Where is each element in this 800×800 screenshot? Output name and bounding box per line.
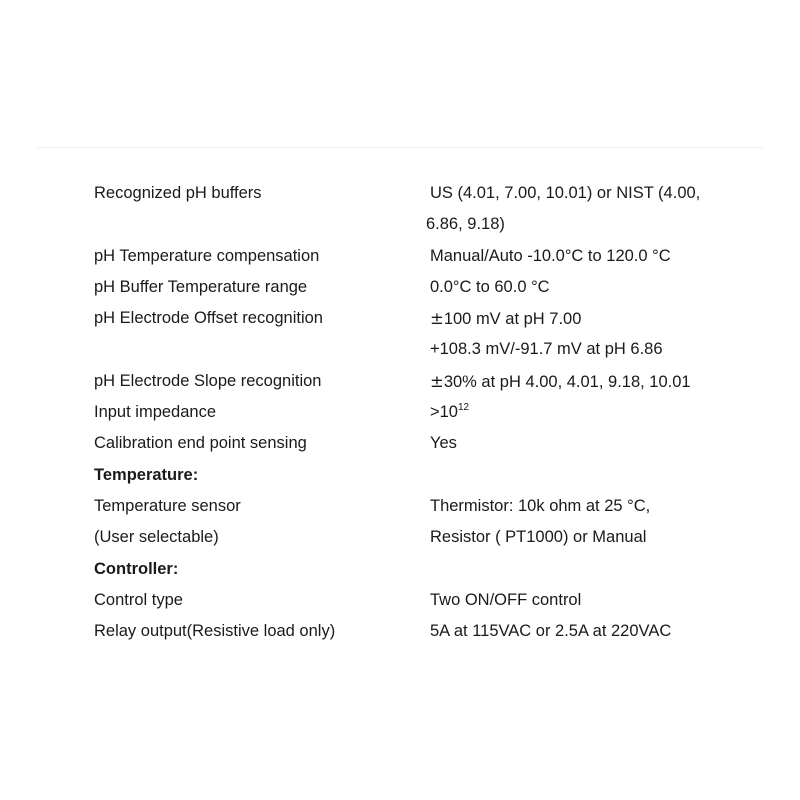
spec-value: Resistor ( PT1000) or Manual bbox=[430, 528, 647, 547]
spec-value: Yes bbox=[430, 434, 457, 453]
spec-label: Calibration end point sensing bbox=[94, 434, 307, 453]
spec-value: 5A at 115VAC or 2.5A at 220VAC bbox=[430, 622, 672, 641]
spec-row-relay bbox=[94, 616, 734, 647]
spec-table bbox=[94, 178, 734, 647]
spec-row-offset bbox=[94, 303, 734, 334]
section-heading-controller bbox=[94, 554, 734, 585]
spec-value: US (4.01, 7.00, 10.01) or NIST (4.00, bbox=[430, 184, 701, 202]
spec-value: Manual/Auto -10.0°C to 120.0 °C bbox=[430, 246, 671, 265]
spec-value bbox=[430, 366, 734, 397]
section-heading: Controller: bbox=[94, 559, 179, 578]
spec-label: pH Electrode Offset recognition bbox=[94, 309, 323, 328]
section-heading-temperature bbox=[94, 460, 734, 491]
spec-row-temp-comp bbox=[94, 241, 734, 272]
spec-row-selectable bbox=[94, 522, 734, 553]
spec-row-endpoint bbox=[94, 428, 734, 459]
spec-label: pH Buffer Temperature range bbox=[94, 277, 308, 296]
spec-row-buffer-temp bbox=[94, 272, 734, 303]
spec-label: Input impedance bbox=[94, 403, 217, 422]
spec-row-offset-cont bbox=[94, 334, 734, 365]
spec-row-sensor bbox=[94, 491, 734, 522]
spec-row-buffers-cont bbox=[94, 209, 734, 240]
spec-row-buffers bbox=[94, 178, 734, 209]
plus-minus-sign: ± bbox=[430, 371, 444, 391]
plus-minus-sign: ± bbox=[430, 309, 444, 329]
spec-label: Control type bbox=[94, 590, 183, 609]
spec-label: Recognized pH buffers bbox=[94, 184, 262, 202]
spec-label: (User selectable) bbox=[94, 528, 219, 547]
spec-value: 6.86, 9.18) bbox=[426, 215, 505, 234]
spec-value bbox=[430, 303, 734, 334]
spec-value: Thermistor: 10k ohm at 25 °C, bbox=[430, 496, 651, 515]
spec-value: +108.3 mV/-91.7 mV at pH 6.86 bbox=[430, 340, 663, 359]
offset-value-text: 100 mV at pH 7.00 bbox=[443, 310, 582, 329]
impedance-exponent: 12 bbox=[458, 401, 470, 413]
spec-label: pH Electrode Slope recognition bbox=[94, 371, 322, 390]
spec-label: pH Temperature compensation bbox=[94, 246, 320, 265]
spec-label: Relay output(Resistive load only) bbox=[94, 622, 336, 641]
top-divider bbox=[36, 147, 764, 148]
impedance-base: >10 bbox=[430, 403, 458, 422]
spec-value bbox=[430, 397, 734, 428]
section-heading: Temperature: bbox=[94, 465, 199, 484]
spec-value: 0.0°C to 60.0 °C bbox=[430, 277, 550, 296]
spec-row-impedance bbox=[94, 397, 734, 428]
spec-row-control-type bbox=[94, 585, 734, 616]
spec-value: Two ON/OFF control bbox=[430, 590, 582, 609]
spec-row-slope bbox=[94, 366, 734, 397]
slope-value-text: 30% at pH 4.00, 4.01, 9.18, 10.01 bbox=[443, 372, 691, 391]
spec-label: Temperature sensor bbox=[94, 496, 241, 515]
